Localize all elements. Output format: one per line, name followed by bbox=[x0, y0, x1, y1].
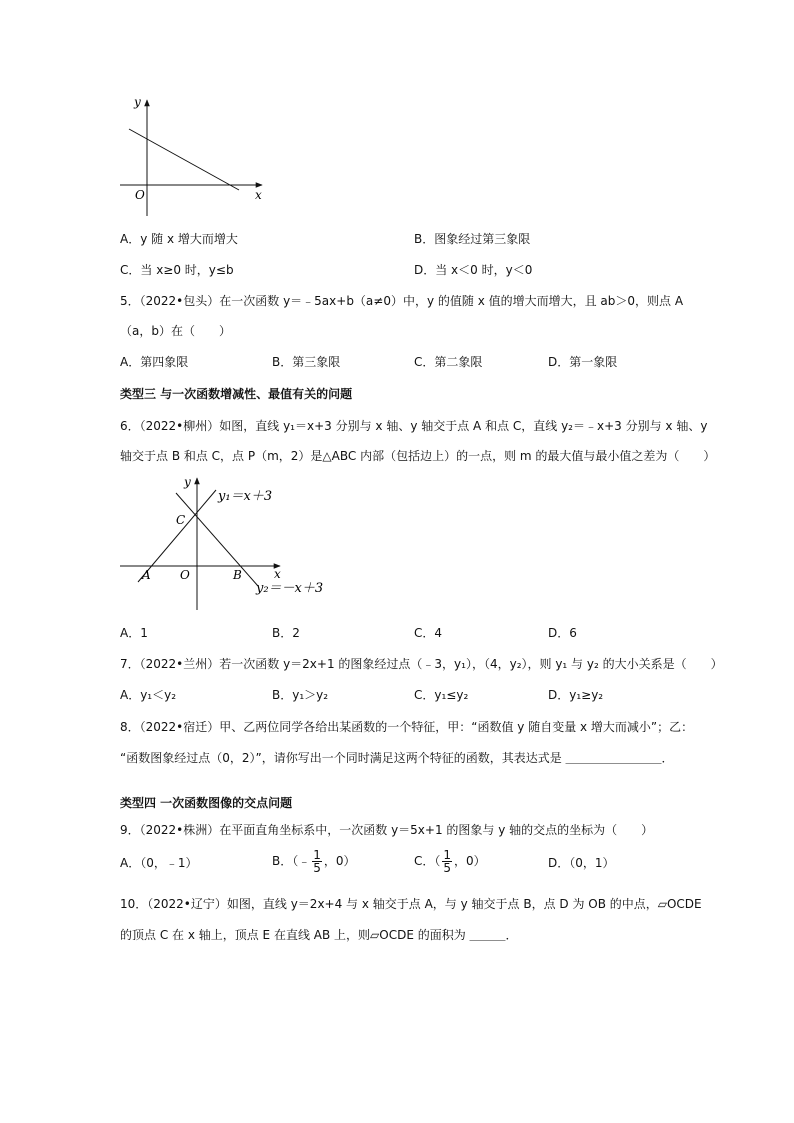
q8-stem-line1: 8．（2022•宿迁）甲、乙两位同学各给出某函数的一个特征，甲：“函数值 y 随自变量 x 增大而减小”；乙： bbox=[120, 720, 694, 734]
line-y1-label: y₁＝x＋3 bbox=[218, 489, 273, 504]
q8-stem-line2: “函数图象经过点（0，2）”，请你写出一个同时满足这两个特征的函数，其表达式是 ＿＿＿＿＿＿＿＿． bbox=[120, 751, 674, 765]
q9-option-b-suffix: ，0） bbox=[323, 854, 356, 868]
q5-stem-line1: 5．（2022•包头）在一次函数 y＝﹣5ax+b（a≠0）中，y 的值随 x 值的增大而增大，且 ab＞0，则点 A bbox=[120, 294, 684, 308]
q7-option-a[interactable]: A．y₁＜y₂ bbox=[120, 688, 177, 702]
q5-option-c[interactable]: C．第二象限 bbox=[414, 355, 483, 369]
q9-option-b-prefix: B．（﹣ bbox=[272, 854, 311, 868]
q6-option-a[interactable]: A．1 bbox=[120, 626, 148, 640]
q6-stem-line2: 轴交于点 B 和点 C，点 P（m，2）是△ABC 内部（包括边上）的一点，则 m 的最大值与最小值之差为（ ） bbox=[120, 449, 716, 463]
q9-option-c-suffix: ，0） bbox=[454, 854, 486, 868]
q10-stem-line1: 10．（2022•辽宁）如图，直线 y＝2x+4 与 x 轴交于点 A，与 y 轴交于点 B，点 D 为 OB 的中点，▱OCDE bbox=[120, 897, 702, 911]
fraction-numerator: 1 bbox=[313, 848, 321, 862]
y-axis-label: y bbox=[184, 475, 191, 489]
q9-option-a[interactable]: A．（0，﹣1） bbox=[120, 856, 198, 870]
graph-line bbox=[129, 129, 239, 190]
origin-label: O bbox=[135, 188, 145, 202]
q7-stem: 7．（2022•兰州）若一次函数 y＝2x+1 的图象经过点（﹣3，y₁），（4，y₂），则 y₁ 与 y₂ 的大小关系是（ ） bbox=[120, 657, 723, 671]
section-heading-4: 类型四 一次函数图像的交点问题 bbox=[120, 796, 293, 810]
q5-option-a[interactable]: A．第四象限 bbox=[120, 355, 189, 369]
origin-label: O bbox=[180, 568, 190, 582]
q4-option-b[interactable]: B．图象经过第三象限 bbox=[414, 232, 531, 246]
q9-stem: 9．（2022•株洲）在平面直角坐标系中，一次函数 y＝5x+1 的图象与 y 轴的交点的坐标为（ ） bbox=[120, 823, 654, 837]
figure-line-graph-1 bbox=[116, 92, 276, 222]
point-a-label: A bbox=[142, 568, 151, 582]
q10-stem-line2: 的顶点 C 在 x 轴上，顶点 E 在直线 AB 上，则▱OCDE 的面积为 ＿＿＿． bbox=[120, 928, 518, 942]
q9-option-c[interactable] bbox=[414, 849, 486, 874]
q4-option-d[interactable]: D．当 x＜0 时，y＜0 bbox=[414, 263, 533, 277]
q5-stem-line2: （a，b）在（ ） bbox=[120, 324, 231, 338]
fraction-numerator: 1 bbox=[443, 848, 452, 862]
fraction-denominator: 5 bbox=[313, 861, 321, 875]
fraction-denominator: 5 bbox=[443, 861, 452, 875]
q7-option-d[interactable]: D．y₁≥y₂ bbox=[548, 688, 604, 702]
point-c-label: C bbox=[176, 513, 186, 527]
x-axis-label: x bbox=[255, 188, 262, 202]
q6-stem-line1: 6．（2022•柳州）如图，直线 y₁＝x+3 分别与 x 轴、y 轴交于点 A 和点 C，直线 y₂＝﹣x+3 分别与 x 轴、y bbox=[120, 419, 708, 433]
q5-option-b[interactable]: B．第三象限 bbox=[272, 355, 341, 369]
q4-option-a[interactable]: A．y 随 x 增大而增大 bbox=[120, 232, 238, 246]
section-heading-3: 类型三 与一次函数增减性、最值有关的问题 bbox=[120, 387, 353, 401]
q5-option-d[interactable]: D．第一象限 bbox=[548, 355, 618, 369]
fraction bbox=[312, 849, 322, 874]
x-axis-label: x bbox=[274, 567, 281, 581]
q6-option-c[interactable]: C．4 bbox=[414, 626, 443, 640]
q6-option-d[interactable]: D．6 bbox=[548, 626, 577, 640]
line-y2-label: y₂＝－x＋3 bbox=[256, 581, 324, 596]
y-axis-label: y bbox=[134, 95, 141, 109]
q9-option-b[interactable] bbox=[272, 849, 356, 874]
q6-option-b[interactable]: B．2 bbox=[272, 626, 300, 640]
point-b-label: B bbox=[233, 568, 242, 582]
q9-option-d[interactable]: D．（0，1） bbox=[548, 856, 615, 870]
q9-option-c-prefix: C．（ bbox=[414, 854, 441, 868]
q7-option-b[interactable]: B．y₁＞y₂ bbox=[272, 688, 329, 702]
fraction bbox=[442, 849, 452, 874]
q4-option-c[interactable]: C．当 x≥0 时，y≤b bbox=[120, 263, 234, 277]
q7-option-c[interactable]: C．y₁≤y₂ bbox=[414, 688, 469, 702]
figure-line-graph-2 bbox=[118, 474, 348, 614]
